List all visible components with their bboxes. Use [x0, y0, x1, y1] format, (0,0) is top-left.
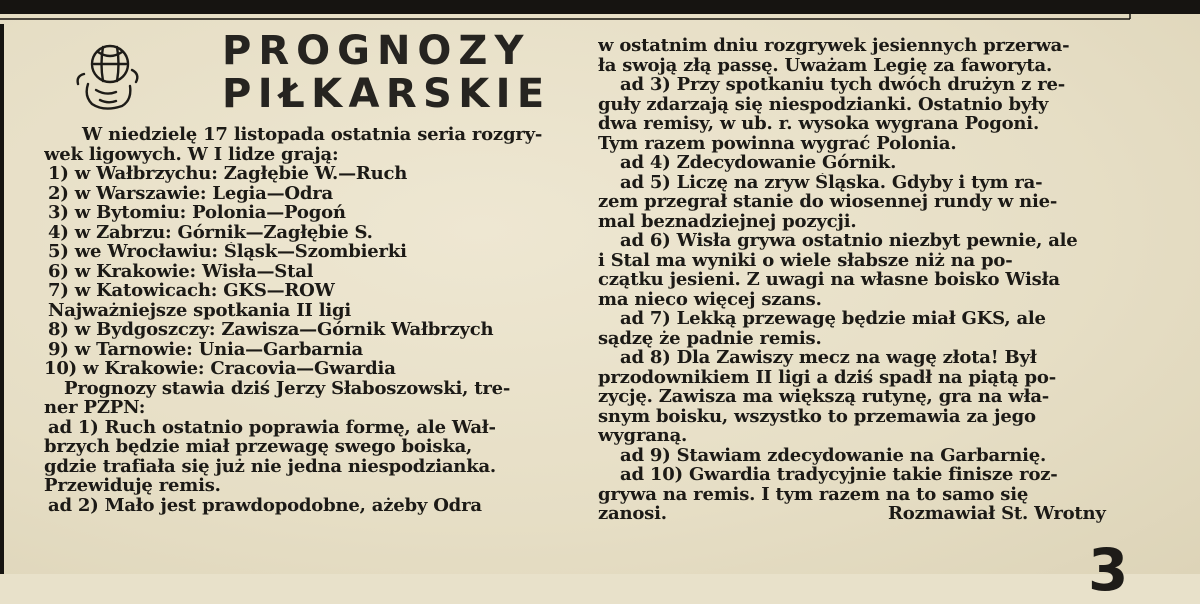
- football-player-logo: [70, 34, 210, 114]
- fixture-line: 5) we Wrocławiu: Śląsk—Szombierki: [48, 242, 407, 262]
- text-line: ad 8) Dla Zawiszy mecz na wagę złota! Był: [620, 348, 1037, 368]
- text-line: sądzę że padnie remis.: [598, 328, 822, 348]
- fixture-line: 3) w Bytomiu: Polonia—Pogoń: [48, 203, 346, 223]
- text-line: wygraną.: [598, 426, 688, 446]
- text-line: dwa remisy, w ub. r. wysoka wygrana Pogoni.: [598, 114, 1040, 134]
- headline-line-1: PROGNOZY: [222, 28, 531, 74]
- subheading-line: Najważniejsze spotkania II ligi: [48, 300, 352, 320]
- text-line: ma nieco więcej szans.: [598, 289, 822, 309]
- author-signature: Rozmawiał St. Wrotny: [888, 504, 1106, 524]
- article-column-left: [44, 125, 564, 515]
- text-line: ad 6) Wisła grywa ostatnio niezbyt pewnie, ale: [620, 231, 1078, 251]
- text-line: ad 2) Mało jest prawdopodobne, ażeby Odra: [48, 495, 482, 515]
- top-frame-border: [0, 0, 1200, 24]
- text-line: ad 9) Stawiam zdecydowanie na Garbarnię.: [620, 445, 1047, 465]
- fixture-line: 2) w Warszawie: Legia—Odra: [48, 183, 333, 203]
- fixture-line: 7) w Katowicach: GKS—ROW: [48, 281, 335, 301]
- text-line: Tym razem powinna wygrać Polonia.: [598, 133, 957, 153]
- fixture-line: 9) w Tarnowie: Unia—Garbarnia: [48, 339, 364, 359]
- left-frame-border: [0, 24, 8, 574]
- fixture-line: 10) w Krakowie: Cracovia—Gwardia: [44, 359, 396, 379]
- fixture-line: 1) w Wałbrzychu: Zagłębie W.—Ruch: [48, 164, 408, 184]
- text-line: zem przegrał stanie do wiosennej rundy w nie-: [598, 192, 1058, 212]
- text-line: ad 10) Gwardia tradycyjnie takie finisze roz-: [620, 465, 1058, 485]
- text-line: ad 3) Przy spotkaniu tych dwóch drużyn z re-: [620, 75, 1066, 95]
- text-line: ad 1) Ruch ostatnio poprawia formę, ale Wał-: [48, 417, 496, 437]
- text-line: w ostatnim dniu rozgrywek jesiennych przerwa-: [598, 36, 1070, 56]
- text-line: wek ligowych. W I lidze grają:: [44, 144, 339, 164]
- text-line: czątku jesieni. Z uwagi na własne boisko Wisła: [598, 270, 1060, 290]
- fixture-line: 6) w Krakowie: Wisła—Stal: [48, 261, 314, 281]
- text-line: Przewiduję remis.: [44, 476, 221, 496]
- text-line: gdzie trafiała się już nie jedna niespodzianka.: [44, 456, 496, 476]
- text-line: i Stal ma wyniki o wiele słabsze niż na po-: [598, 250, 1013, 270]
- text-line: snym boisku, wszystko to przemawia za jego: [598, 406, 1036, 426]
- article-column-right: [598, 36, 1138, 524]
- text-line: W niedzielę 17 listopada ostatnia seria rozgry-: [82, 125, 543, 145]
- text-line: zanosi.: [598, 504, 667, 524]
- article-headline: [222, 30, 567, 116]
- page-number: 3: [1088, 536, 1129, 604]
- text-line: brzych będzie miał przewagę swego boiska,: [44, 437, 473, 457]
- text-line: zycję. Zawisza ma większą rutynę, gra na wła-: [598, 387, 1050, 407]
- text-line: ad 5) Liczę na zryw Śląska. Gdyby i tym ra-: [620, 172, 1043, 192]
- text-line: ad 7) Lekką przewagę będzie miał GKS, ale: [620, 309, 1046, 329]
- headline-line-2: PIŁKARSKIE: [222, 71, 551, 117]
- fixture-line: 4) w Zabrzu: Górnik—Zagłębie S.: [48, 222, 373, 242]
- text-line: guły zdarzają się niespodzianki. Ostatnio były: [598, 94, 1049, 114]
- fixture-line: 8) w Bydgoszczy: Zawisza—Górnik Wałbrzych: [48, 320, 494, 340]
- text-line: ła swoją złą passę. Uważam Legię za faworyta.: [598, 55, 1053, 75]
- text-line: ner PZPN:: [44, 398, 146, 418]
- text-line: mal beznadziejnej pozycji.: [598, 211, 857, 231]
- text-line: przodownikiem II ligi a dziś spadł na piątą po-: [598, 367, 1057, 387]
- text-line: Prognozy stawia dziś Jerzy Słaboszowski, tre-: [64, 378, 511, 398]
- text-line: ad 4) Zdecydowanie Górnik.: [620, 153, 897, 173]
- text-line: grywa na remis. I tym razem na to samo się: [598, 484, 1029, 504]
